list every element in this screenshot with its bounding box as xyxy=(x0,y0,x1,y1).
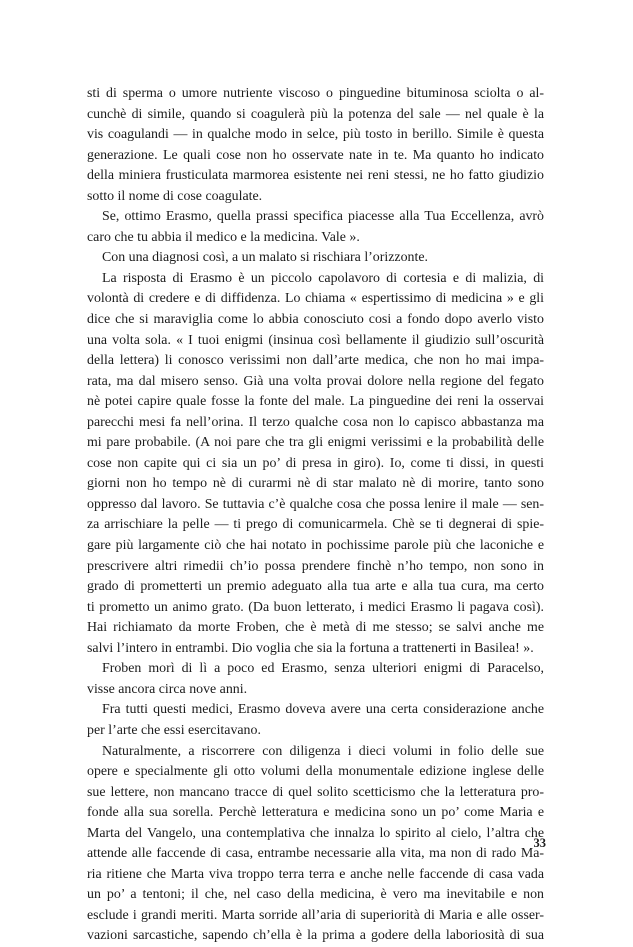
text-line: ti prometto un animo grato. (Da buon letterato, i medici Erasmo li pagava così). xyxy=(87,599,544,615)
text-line: opere e specialmente gli otto volumi della monumentale edizione inglese delle xyxy=(87,764,544,780)
text-line: una volta sola. « I tuoi enigmi (insinua così bellamente il giudizio sull’oscurità xyxy=(87,332,544,348)
text-line: volontà di credere e di diffidenza. Lo chiama « espertissimo di medicina » e gli xyxy=(87,291,544,307)
text-line: esclude i grandi meriti. Marta sorride all’aria di superiorità di Maria e alle osser- xyxy=(87,907,544,923)
text-line: cose non capite qui ci sia un po’ di presa in giro). Io, come ti dissi, in questi xyxy=(87,455,544,471)
text-line: Froben morì di lì a poco ed Erasmo, senza ulteriori enigmi di Paracelso, xyxy=(102,661,544,677)
text-line: parecchi mesi fa nell’orina. Il terzo qualche cosa non lo capisco abbastanza ma xyxy=(87,414,544,430)
text-line: Con una diagnosi così, a un malato si rischiara l’orizzonte. xyxy=(102,250,428,266)
text-line: Fra tutti questi medici, Erasmo doveva avere una certa considerazione anche xyxy=(102,702,544,718)
text-line: mi pare probabile. (A noi pare che tra gli enigmi verissimi e la probabilità delle xyxy=(87,435,544,451)
text-line: Se, ottimo Erasmo, quella prassi specifica piacesse alla Tua Eccellenza, avrò xyxy=(102,209,544,225)
text-line: dice che si maraviglia come lo abbia conosciuto cosi a fondo dopo averlo visto xyxy=(87,312,544,328)
text-line: Naturalmente, a riscorrere con diligenza i dieci volumi in folio delle sue xyxy=(102,743,544,759)
text-line: rata, ma dal misero senso. Già una volta provai dolore nella regione del fegato xyxy=(87,373,544,389)
text-line: della lettera) li conosco verissimi non dall’arte medica, che non ho mai impa- xyxy=(87,353,544,369)
text-line: per l’arte che essi esercitavano. xyxy=(87,722,261,738)
text-line: fonde alla sua sorella. Perchè letteratura e medicina sono un po’ come Maria e xyxy=(87,805,544,821)
text-line: generazione. Le quali cose non ho osservate nate in te. Ma quanto ho indicato xyxy=(87,147,544,163)
text-line: della miniera frusticulata marmorea esistente nei reni stessi, ne ho fatto giudizio xyxy=(87,168,544,184)
text-line: sti di sperma o umore nutriente viscoso o pinguedine bituminosa sciolta o al- xyxy=(87,86,544,101)
text-line: Hai richiamato da morte Froben, che è metà di me stesso; se salvi anche me xyxy=(87,620,544,636)
text-line: ria ritiene che Marta viva troppo terra terra e anche nelle faccende di casa vada xyxy=(87,866,544,882)
text-line: vazioni sarcastiche, sapendo ch’ella è la prima a godere della laboriosità di sua xyxy=(87,928,544,944)
text-line: salvi l’intero in entrambi. Dio voglia che sia la fortuna a trattenerti in Basilea! ». xyxy=(87,640,534,656)
text-line: Marta del Vangelo, una contemplativa che innalza lo spirito al cielo, l’altra che xyxy=(87,825,544,841)
body-text xyxy=(87,84,544,947)
text-line: cunchè di simile, quando si coagulerà più la potenza del sale — nel quale è la xyxy=(87,106,544,122)
text-line: gare più largamente ciò che hai notato in pochissime parole più che laconiche e xyxy=(87,538,544,554)
page-number: 33 xyxy=(533,836,546,850)
text-line: La risposta di Erasmo è un piccolo capolavoro di cortesia e di malizia, di xyxy=(102,270,544,286)
text-line: attende alle faccende di casa, entrambe necessarie alla vita, ma non di rado Ma- xyxy=(87,846,544,862)
text-line: sotto il nome di cose coagulate. xyxy=(87,188,263,204)
text-line: grado di prometterti un premio adeguato alla tua arte e alla tua cura, ma certo xyxy=(87,579,544,595)
text-line: prescrivere altri rimedii ch’io possa prendere finchè n’ho tempo, non sono in xyxy=(87,558,544,574)
text-line: visse ancora circa nove anni. xyxy=(87,681,248,697)
text-line: nè potei capire quale fosse la fonte del male. La pinguedine dei reni la osservai xyxy=(87,394,544,410)
text-line: sue lettere, non mancano tracce di quel solito scetticismo che la letteratura pro- xyxy=(87,784,544,800)
text-line: oppresso dal lavoro. Se tuttavia c’è qualche cosa che possa lenire il male — sen- xyxy=(87,496,544,512)
text-line: un po’ a tentoni; il che, nel caso della medicina, è vero ma inevitabile e non xyxy=(87,887,544,903)
text-line: vis coagulandi — in qualche modo in selce, più tosto in berillo. Simile è questa xyxy=(87,127,544,143)
text-line: caro che tu abbia il medico e la medicina. Vale ». xyxy=(87,229,360,245)
text-line: za arrischiare la pelle — ti prego di comunicarmela. Chè se ti degnerai di spie- xyxy=(87,517,544,533)
text-line: giorni non ho tempo nè di curarmi nè di star malato nè di morire, tanto sono xyxy=(87,476,544,492)
